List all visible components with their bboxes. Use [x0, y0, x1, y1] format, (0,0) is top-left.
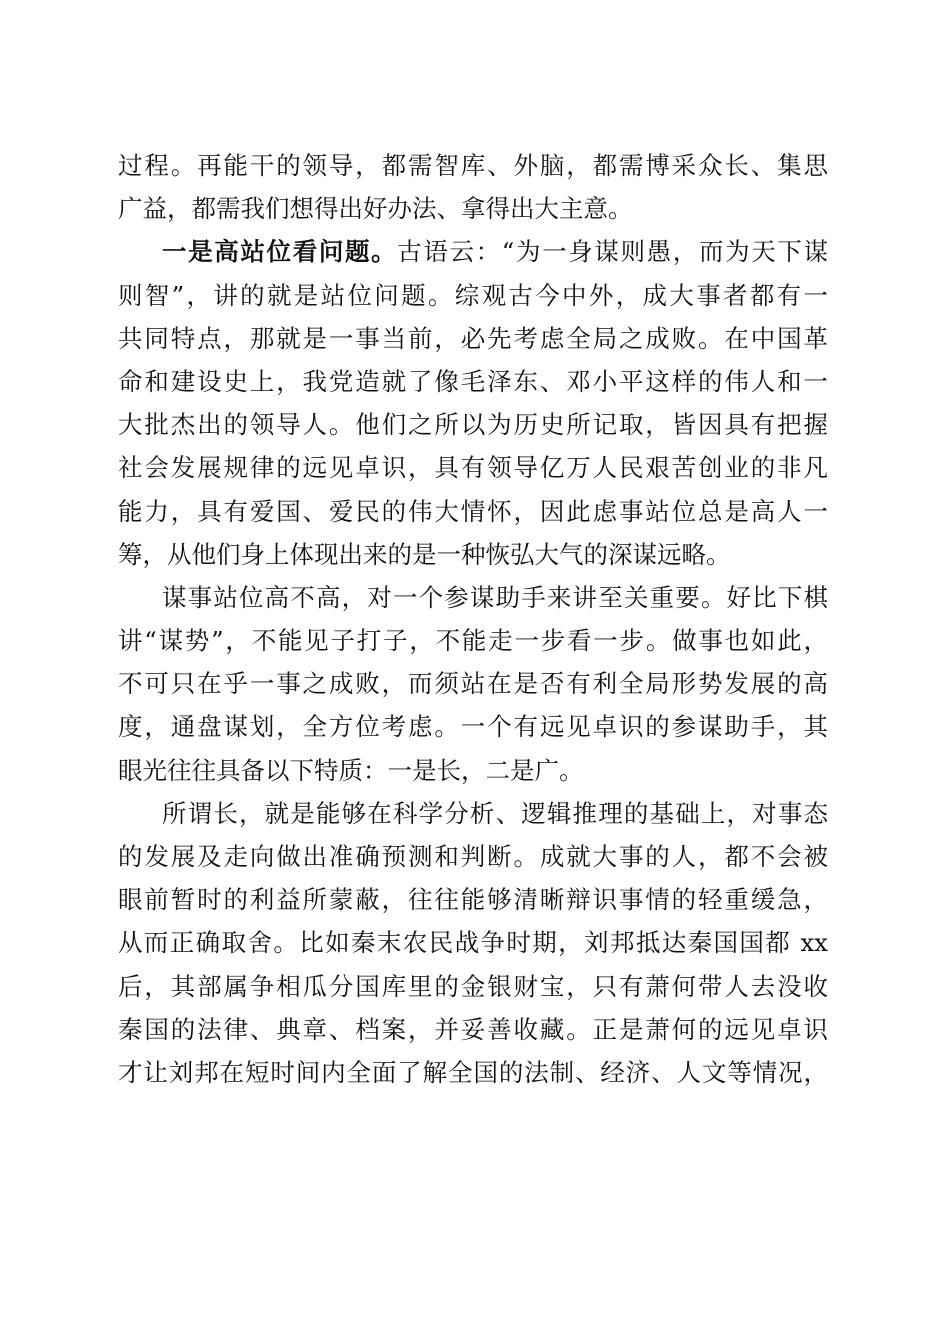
text-line: 不可只在乎一事之成败，而须站在是否有利全局形势发展的高	[118, 669, 828, 699]
text-line: 的发展及走向做出准确预测和判断。成就大事的人，都不会被	[118, 842, 828, 871]
text-line: 秦国的法律、典章、档案，并妥善收藏。正是萧何的远见卓识	[118, 1014, 828, 1044]
text-line: 命和建设史上，我党造就了像毛泽东、邓小平这样的伟人和一	[118, 366, 828, 396]
text-line: 眼光往往具备以下特质：一是长，二是广。	[118, 755, 584, 785]
text-line: 则智”，讲的就是站位问题。综观古今中外，成大事者都有一	[118, 280, 828, 310]
text-line: 度，通盘谋划，全方位考虑。一个有远见卓识的参谋助手，其	[118, 712, 828, 742]
paragraph	[118, 144, 828, 230]
text-line: 所谓长，就是能够在科学分析、逻辑推理的基础上，对事态	[162, 798, 828, 828]
text-line: 筹，从他们身上体现出来的是一种恢弘大气的深谋远略。	[118, 539, 731, 569]
text-line: 大批杰出的领导人。他们之所以为历史所记取，皆因具有把握	[118, 410, 828, 440]
text-line: 眼前暂时的利益所蒙蔽，往往能够清晰辩识事情的轻重缓急，	[118, 885, 828, 915]
text-line: 才让刘邦在短时间内全面了解全国的法制、经济、人文等情况，	[118, 1057, 828, 1087]
text-line: 广益，都需我们想得出好办法、拿得出大主意。	[118, 194, 633, 224]
text-line: 过程。再能干的领导，都需智库、外脑，都需博采众长、集思	[118, 151, 828, 180]
text-line: 谋事站位高不高，对一个参谋助手来讲至关重要。好比下棋	[162, 582, 828, 612]
text-line: 共同特点，那就是一事当前，必先考虑全局之成败。在中国革	[118, 323, 828, 353]
paragraph	[118, 230, 828, 576]
text-line	[118, 230, 828, 273]
text-line: 从而正确取舍。比如秦末农民战争时期，刘邦抵达秦国国都 xx	[118, 928, 828, 958]
paragraph	[118, 576, 828, 792]
paragraph	[118, 792, 828, 1094]
text-line: 后，其部属争相瓜分国库里的金银财宝，只有萧何带人去没收	[118, 971, 828, 1001]
text-run: 古语云：“为一身谋则愚，而为天下谋	[397, 237, 828, 267]
body-text	[118, 144, 828, 1094]
paragraph-lead: 一是高站位看问题。	[162, 237, 398, 267]
text-line: 能力，具有爱国、爱民的伟大情怀，因此虑事站位总是高人一	[118, 496, 828, 526]
text-line: 讲“谋势”，不能见子打子，不能走一步看一步。做事也如此，	[118, 626, 828, 656]
text-line: 社会发展规律的远见卓识，具有领导亿万人民艰苦创业的非凡	[118, 453, 828, 483]
